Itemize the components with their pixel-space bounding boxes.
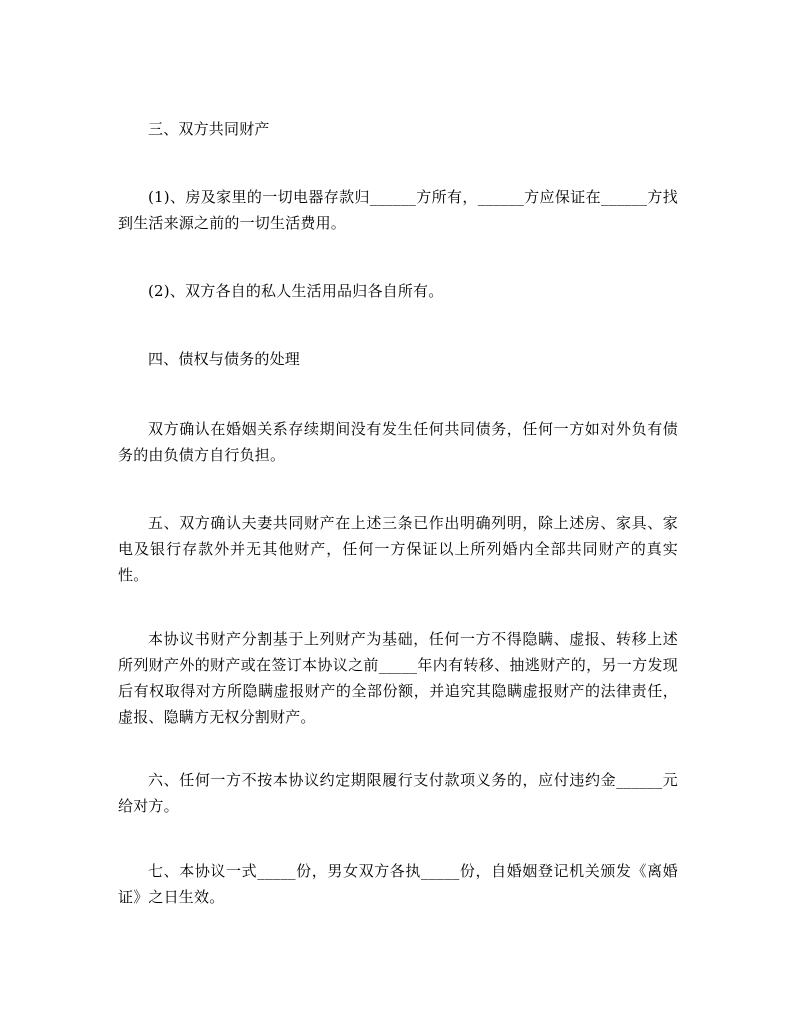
section-3-heading: 三、双方共同财产 [148,120,270,138]
section-4-heading: 四、债权与债务的处理 [148,350,301,368]
section-3-item-1: (1)、房及家里的一切电器存款归______方所有，______方应保证在______方找到生活来源之前的一切生活费用。 [118,188,678,232]
section-7-body: 七、本协议一式_____份，男女双方各执_____份，自婚姻登记机关颁发《离婚证》之日生效。 [118,862,678,906]
section-5-supplement: 本协议书财产分割基于上列财产为基础，任何一方不得隐瞒、虚报、转移上述所列财产外的财产或在签订本协议之前_____年内有转移、抽逃财产的，另一方发现后有权取得对方所隐瞒虚报财产的全部份额，并追究其隐瞒虚报财产的法律责任，虚报、隐瞒方无权分割财产。 [118,630,678,726]
section-5-body: 五、双方确认夫妻共同财产在上述三条已作出明确列明，除上述房、家具、家电及银行存款外并无其他财产，任何一方保证以上所列婚内全部共同财产的真实性。 [118,514,678,584]
section-4-body: 双方确认在婚姻关系存续期间没有发生任何共同债务，任何一方如对外负有债务的由负债方自行负担。 [118,420,678,464]
section-3-item-2: (2)、双方各自的私人生活用品归各自所有。 [148,282,444,300]
section-6-body: 六、任何一方不按本协议约定期限履行支付款项义务的，应付违约金______元给对方。 [118,771,678,815]
